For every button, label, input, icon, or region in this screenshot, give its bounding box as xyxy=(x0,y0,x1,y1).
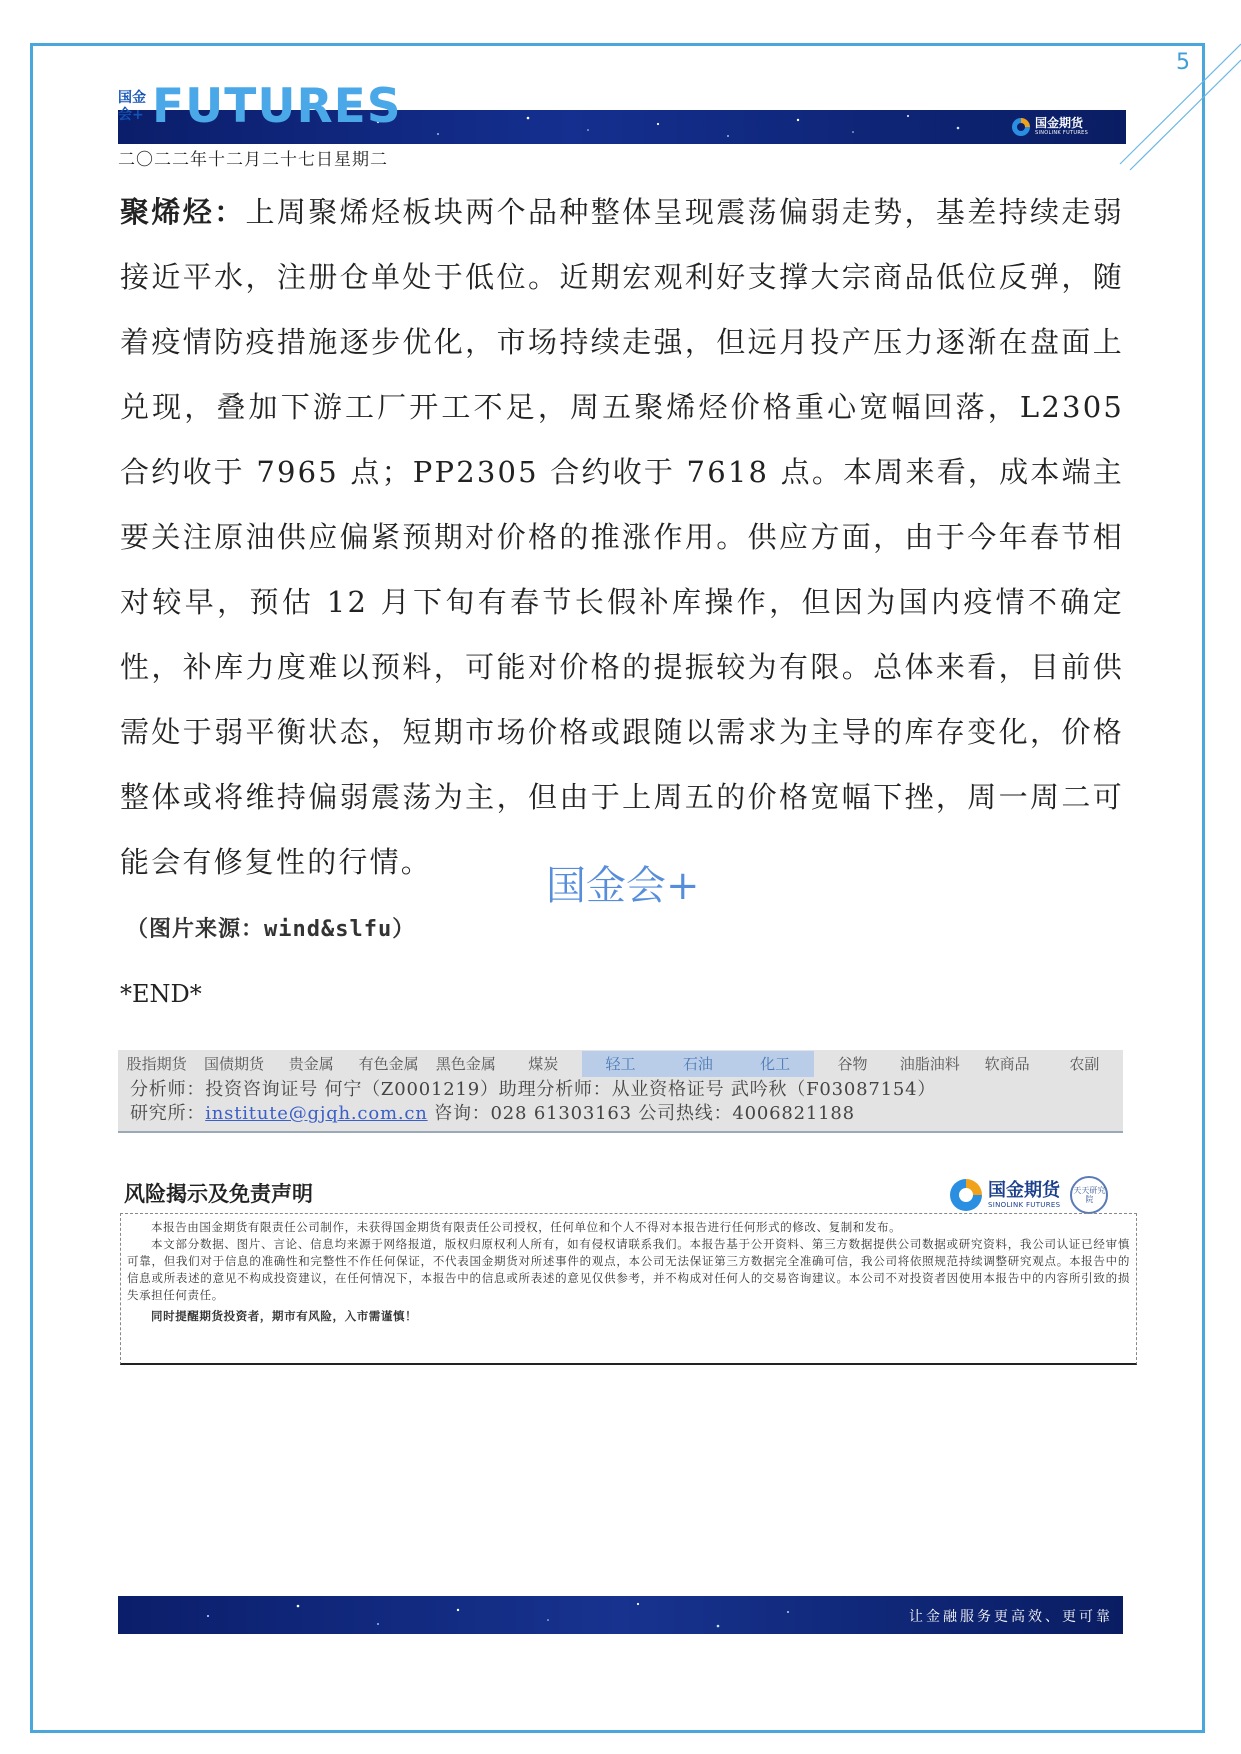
tab-oilseeds[interactable]: 油脂油料 xyxy=(899,1055,960,1073)
risk-section-logo xyxy=(950,1176,1108,1214)
corner-decoration xyxy=(1100,34,1241,174)
brand-mark: 国金会+ xyxy=(118,90,146,123)
disclaimer-paragraph: 本报告由国金期货有限责任公司制作，未获得国金期货有限责任公司授权，任何单位和个人不得对本报告进行任何形式的修改、复制和发布。 xyxy=(151,1220,902,1234)
image-source-note: （图片来源：wind&slfu） xyxy=(126,917,416,942)
tab-chemicals[interactable]: 化工 xyxy=(737,1051,814,1077)
hotline-text: 咨询：028 61303163 公司热线：4006821188 xyxy=(427,1103,855,1124)
tab-nonferrous-metals[interactable]: 有色金属 xyxy=(358,1055,419,1073)
tab-precious-metals[interactable]: 贵金属 xyxy=(288,1055,334,1073)
logo-name-en: SINOLINK FUTURES xyxy=(1035,130,1089,136)
logo-name-en: SINOLINK FUTURES xyxy=(988,1200,1061,1209)
analyst-info: 分析师：投资咨询证号 何宁（Z0001219）助理分析师：从业资格证号 武吟秋（F03087154） xyxy=(130,1079,937,1100)
footer-banner xyxy=(118,1596,1123,1634)
contact-info xyxy=(118,1102,1123,1126)
research-institute-seal-icon: 天天研究院 xyxy=(1070,1176,1108,1214)
risk-warning: 同时提醒期货投资者，期市有风险，入市需谨慎！ xyxy=(151,1309,418,1323)
tab-stock-index-futures[interactable]: 股指期货 xyxy=(126,1055,187,1073)
article-body xyxy=(120,180,1124,895)
tab-treasury-futures[interactable]: 国债期货 xyxy=(203,1055,264,1073)
logo-name-cn: 国金期货 xyxy=(1035,116,1084,130)
tab-ferrous-metals[interactable]: 黑色金属 xyxy=(435,1055,496,1073)
tab-petroleum[interactable]: 石油 xyxy=(659,1051,736,1077)
tab-soft-commodities[interactable]: 软商品 xyxy=(984,1055,1030,1073)
report-date: 二〇二二年十二月二十七日星期二 xyxy=(118,150,388,170)
brand-futures-title: FUTURES xyxy=(152,79,402,134)
article-paragraph: 上周聚烯烃板块两个品种整体呈现震荡偏弱走势，基差持续走弱接近平水，注册仓单处于低位。近期宏观利好支撑大宗商品低位反弹，随着疫情防疫措施逐步优化，市场持续走强，但远月投产压力逐渐在盘面上兑现，叠加下游工厂开工不足，周五聚烯烃价格重心宽幅回落，L2305 合约收于 7965 点；PP2305 合约收于 7618 点。本周来看，成本端主要关注原油供应偏紧预期对价格的推涨作用。供应方面，由于今年春节相对较早，预估 12 月下旬有春节长假补库操作，但因为国内疫情不确定性，补库力度难以预料，可能对价格的提振较为有限。总体来看，目前供需处于弱平衡状态，短期市场价格或跟随以需求为主导的库存变化，价格整体或将维持偏弱震荡为主，但由于上周五的价格宽幅下挫，周一周二可能会有修复性的行情。 xyxy=(120,195,1124,879)
page-number: 5 xyxy=(1176,50,1190,75)
category-tabs xyxy=(118,1050,1123,1078)
tab-coal[interactable]: 煤炭 xyxy=(528,1055,559,1073)
risk-disclaimer-title: 风险揭示及免责声明 xyxy=(124,1182,313,1206)
email-link[interactable]: institute@gjqh.com.cn xyxy=(205,1103,428,1124)
research-info-panel xyxy=(118,1050,1123,1133)
end-marker: *END* xyxy=(120,980,202,1008)
institute-label: 研究所： xyxy=(130,1103,206,1124)
footer-slogan: 让金融服务更高效、更可靠 xyxy=(909,1609,1113,1625)
disclaimer-box xyxy=(120,1213,1137,1365)
disclaimer-paragraph: 本文部分数据、图片、言论、信息均来源于网络报道，版权归原权利人所有，如有侵权请联系我们。本报告基于公开资料、第三方数据提供公司数据或研究资料，我公司认证已经审慎可靠，但我们对于信息的准确性和完整性不作任何保证，不代表国金期货对所述事件的观点，本公司无法保证第三方数据完全准确可信，我公司将依照规范持续调整研究观点。本报告中的信息或所表述的意见不构成投资建议，在任何情况下，本报告中的信息或所表述的意见仅供参考，并不构成对任何人的交易咨询建议。本公司不对投资者因使用本报告中的内容所引致的损失承担任何责任。 xyxy=(127,1237,1130,1302)
logo-emblem-icon xyxy=(1012,118,1030,136)
tab-light-industry[interactable]: 轻工 xyxy=(582,1051,659,1077)
watermark: 国金会+ xyxy=(546,863,700,909)
tab-grains[interactable]: 谷物 xyxy=(837,1055,868,1073)
section-label: 聚烯烃： xyxy=(120,195,246,229)
company-logo xyxy=(1012,114,1122,140)
tab-agri-byproducts[interactable]: 农副 xyxy=(1069,1055,1100,1073)
logo-name-cn: 国金期货 xyxy=(988,1179,1060,1201)
logo-emblem-icon xyxy=(950,1179,982,1211)
